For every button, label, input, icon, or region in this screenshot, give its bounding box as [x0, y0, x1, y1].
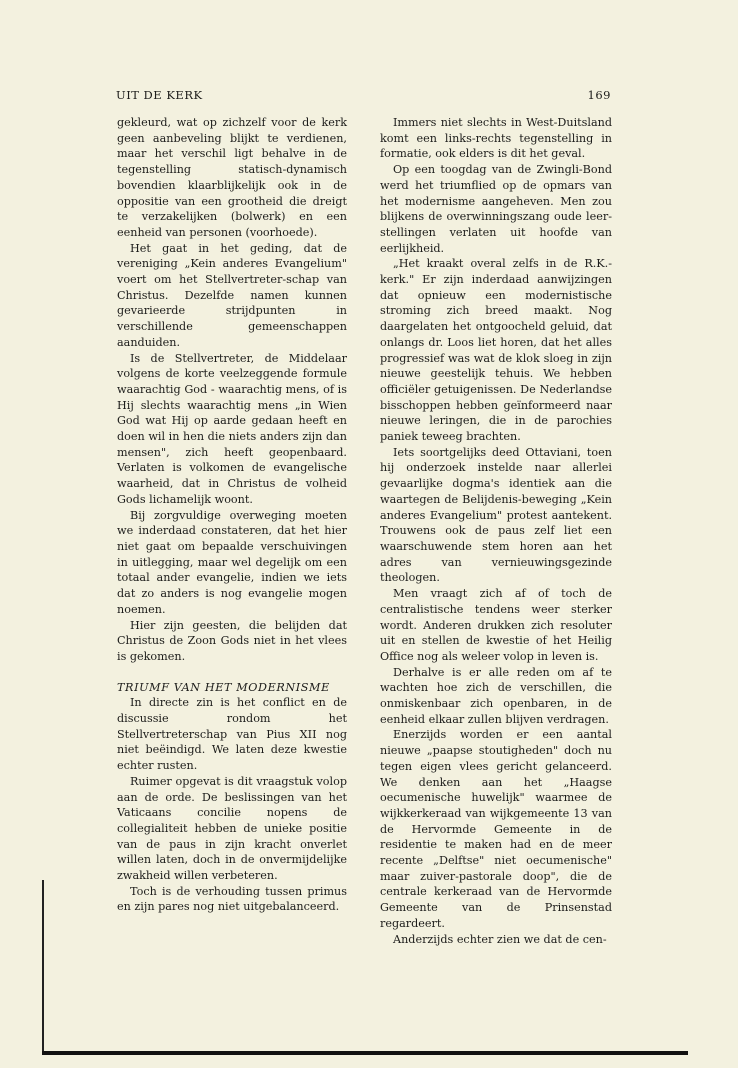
- paragraph: gekleurd, wat op zichzelf voor de kerk geen aanbeveling blijkt te verdienen, maar het verschil ligt behalve in de tegenstelling statisch-dynamisch bovendien klaarblijkelijk ook in de oppositie van een grootheid die dreigt te verzakelijken (bolwerk) en een eenheid van personen (voorhoede).: [117, 116, 347, 239]
- paragraph: Derhalve is er alle reden om af te wachten hoe zich de verschillen, die onmiskenbaar zich openbaren, in de eenheid elkaar zullen blijven verdragen.: [380, 665, 612, 726]
- right-column: [380, 115, 612, 947]
- paragraph: Men vraagt zich af of toch de centralistische tendens weer sterker wordt. Anderen drukken zich resoluter uit en stellen de kwestie of het Heilig Office nog als weleer volop in leven is.: [380, 587, 612, 663]
- paragraph: Is de Stellvertreter, de Middelaar volgens de korte veelzeggende formule waarachtig God - waarachtig mens, of is Hij slechts waarachtig mens „in Wien God wat Hij op aarde gedaan heeft en doen wil in hen die niets anders zijn dan mensen", zich heeft geopenbaard. Verlaten is volkomen de evangelische waarheid, dat in Christus de volheid Gods lichamelijk woont.: [117, 351, 347, 506]
- paragraph: Bij zorgvuldige overweging moeten we inderdaad constateren, dat het hier niet gaat om bepaalde verschuivingen in uitlegging, maar wel degelijk om een totaal ander evangelie, indien we iets dat zo anders is nog evangelie mogen noemen.: [117, 508, 347, 616]
- paragraph: Anderzijds echter zien we dat de cen-: [393, 932, 607, 946]
- paragraph: Enerzijds worden er een aantal nieuwe „paapse stoutigheden" doch nu tegen eigen vlees gericht gelanceerd. We denken aan het „Haagse oecumenische huwelijk" waarmee de wijkkerkeraad van wijkgemeente 13 van de Hervormde Gemeente in de residentie te maken had en de meer recente „Delftse" niet oecumenische" maar zuiver-pastorale doop", die de centrale kerkeraad van de Hervormde Gemeente van de Prinsenstad regardeert.: [380, 728, 612, 930]
- scan-edge-shadow: [42, 880, 44, 1055]
- section-heading: TRIUMF VAN HET MODERNISME: [117, 680, 330, 694]
- paragraph: Iets soortgelijks deed Ottaviani, toen hij onderzoek instelde naar allerlei gevaarlijke dogma's identiek aan die waartegen de Belijdenis-beweging „Kein anderes Evangelium" protest aantekent. Trouwens ook de paus zelf liet een waarschuwende stem horen aan het adres van vernieuwingsgezinde theologen.: [380, 445, 612, 585]
- left-column: [117, 115, 347, 915]
- running-title: UIT DE KERK: [116, 88, 203, 102]
- paragraph: „Het kraakt overal zelfs in de R.K.-kerk." Er zijn inderdaad aanwijzingen dat opnieuw een modernistische stroming zich breed maakt. Nog daargelaten het ontgoocheld geluid, dat onlangs dr. Loos liet horen, dat het alles progressief was wat de klok sloeg in zijn nieuwe geestelijk tehuis. We hebben officiëler getuigenissen. De Nederlandse bisschoppen hebben geïnformeerd naar nieuwe leringen, die in de parochies paniek teweeg brachten.: [380, 257, 612, 444]
- paragraph: In directe zin is het conflict en de discussie rondom het Stellvertreterschap van Pius XII nog niet beëindigd. We laten deze kwestie echter rusten.: [117, 696, 347, 773]
- paragraph: Hier zijn geesten, die belijden dat Christus de Zoon Gods niet in het vlees is gekomen.: [117, 618, 347, 663]
- paragraph: Op een toogdag van de Zwingli-Bond werd het triumflied op de opmars van het modernisme aangeheven. Men zou blijkens de overwinningszang oude leer-stellingen verlaten uit hoofde van eerlijkheid.: [380, 163, 612, 255]
- paragraph: Toch is de verhouding tussen primus en zijn pares nog niet uitgebalanceerd.: [117, 884, 347, 914]
- page-number: 169: [587, 88, 611, 102]
- paragraph: Immers niet slechts in West-Duitsland komt een links-rechts tegenstelling in formatie, ook elders is dit het geval.: [380, 116, 612, 161]
- scan-bottom-edge: [42, 1051, 688, 1055]
- paragraph: Ruimer opgevat is dit vraagstuk volop aan de orde. De beslissingen van het Vaticaans concilie nopens de collegialiteit hebben de unieke positie van de paus in zijn kracht onverlet willen laten, doch in de onvermijdelijke zwakheid willen verbeteren.: [117, 774, 347, 883]
- paragraph: Het gaat in het geding, dat de vereniging „Kein anderes Evangelium" voert om het Stellvertreter-schap van Christus. Dezelfde namen kunnen gevarieerde strijdpunten in verschillende gemeenschappen aanduiden.: [117, 241, 347, 349]
